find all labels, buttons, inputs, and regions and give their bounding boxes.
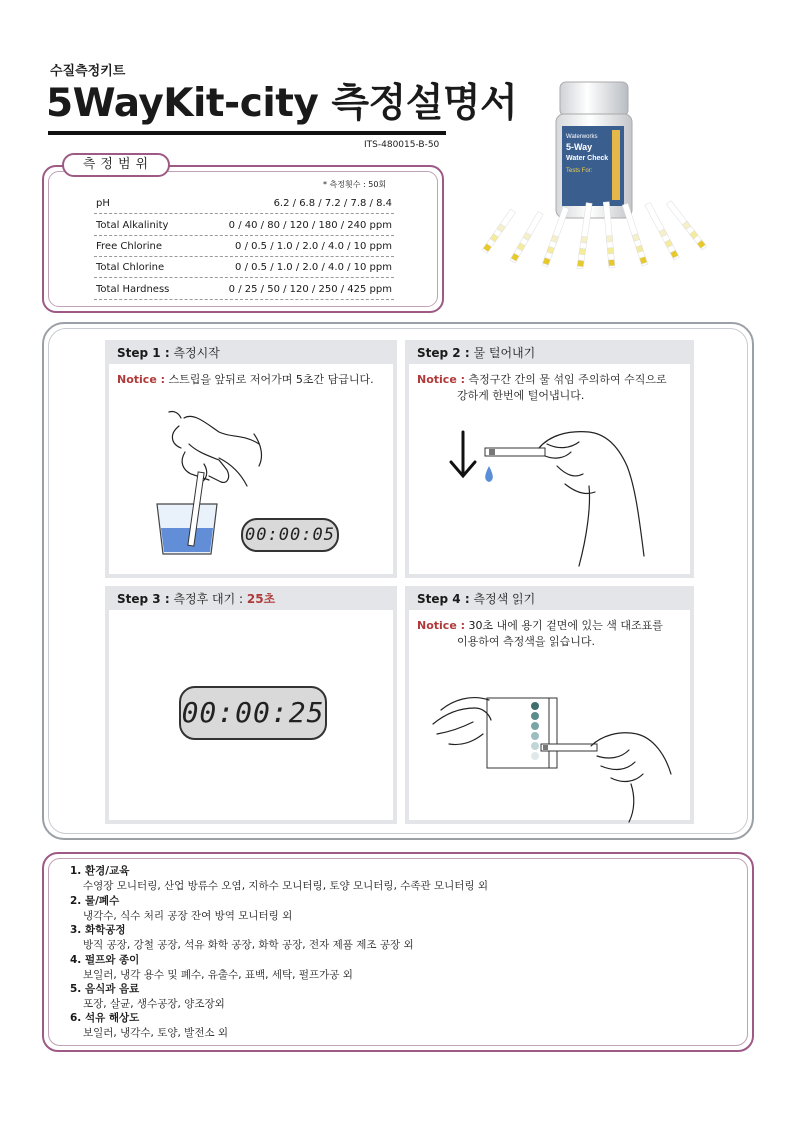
step-2-notice: Notice : 측정구간 간의 물 섞임 주의하여 수직으로 강하게 한번에 털어냅니다. bbox=[417, 373, 667, 402]
use-item: 2. 물/폐수 냉각수, 식수 처리 공장 잔여 방역 모니터링 외 bbox=[70, 895, 293, 922]
step-4-card bbox=[405, 586, 694, 824]
use-item: 3. 화학공정 방직 공장, 강철 공장, 석유 화학 공장, 화학 공장, 전자 제품 제조 공장 외 bbox=[70, 924, 414, 951]
step-3-heading: Step 3 : 측정후 대기 : 25초 bbox=[117, 592, 276, 606]
title-rule bbox=[48, 131, 446, 135]
range-note: * 측정횟수 : 50회 bbox=[323, 180, 387, 189]
range-label: Total Chlorine bbox=[96, 262, 165, 273]
step-2-card bbox=[405, 340, 694, 578]
page-title: 5WayKit-city 측정설명서 bbox=[46, 81, 518, 126]
step-3-timer: 00:00:25 bbox=[179, 686, 327, 740]
product-bottle-image bbox=[462, 80, 732, 305]
range-row-total-hardness bbox=[94, 279, 394, 300]
range-values: 0 / 25 / 50 / 120 / 250 / 425 ppm bbox=[228, 284, 392, 295]
svg-text:Tests For:: Tests For: bbox=[566, 168, 593, 174]
use-item: 5. 음식과 음료 포장, 살균, 생수공장, 양조장외 bbox=[70, 983, 225, 1010]
range-values: 0 / 0.5 / 1.0 / 2.0 / 4.0 / 10 ppm bbox=[235, 262, 392, 273]
subtitle: 수질측정키트 bbox=[50, 64, 126, 79]
step-4-heading: Step 4 : 측정색 읽기 bbox=[417, 592, 536, 606]
step-4-notice: Notice : 30초 내에 용기 겉면에 있는 색 대조표를 이용하여 측정색을 읽습니다. bbox=[417, 619, 663, 648]
svg-text:Waterworks: Waterworks bbox=[566, 134, 598, 140]
step-2-heading: Step 2 : 물 털어내기 bbox=[417, 346, 536, 360]
use-item: 1. 환경/교육 수영장 모니터링, 산업 방류수 오염, 지하수 모니터링, 토양 모니터링, 수족관 모니터링 외 bbox=[70, 865, 489, 892]
range-values: 0 / 0.5 / 1.0 / 2.0 / 4.0 / 10 ppm bbox=[235, 241, 392, 252]
range-label: pH bbox=[96, 198, 110, 209]
range-values: 0 / 40 / 80 / 120 / 180 / 240 ppm bbox=[228, 220, 392, 231]
range-row-free-chlorine bbox=[94, 236, 394, 257]
color-compare-illustration bbox=[431, 664, 681, 824]
document-code: ITS-480015-B-50 bbox=[364, 140, 440, 150]
step-1-notice: Notice : 스트립을 앞뒤로 저어가며 5초간 담급니다. bbox=[117, 373, 374, 386]
range-row-total-chlorine bbox=[94, 257, 394, 278]
range-values: 6.2 / 6.8 / 7.2 / 7.8 / 8.4 bbox=[273, 198, 392, 209]
svg-text:Water Check: Water Check bbox=[566, 155, 609, 162]
range-row-ph bbox=[94, 193, 394, 214]
use-item: 6. 석유 해상도 보일러, 냉각수, 토양, 발전소 외 bbox=[70, 1012, 229, 1039]
range-label: Total Alkalinity bbox=[96, 220, 169, 231]
range-tab: 측정범위 bbox=[62, 153, 170, 177]
step-1-card bbox=[105, 340, 397, 578]
range-row-total-alkalinity bbox=[94, 215, 394, 236]
step-1-heading: Step 1 : 측정시작 bbox=[117, 346, 220, 360]
step-1-timer: 00:00:05 bbox=[241, 518, 339, 552]
range-label: Total Hardness bbox=[96, 284, 170, 295]
step-3-card bbox=[105, 586, 397, 824]
range-label: Free Chlorine bbox=[96, 241, 162, 252]
svg-text:5-Way: 5-Way bbox=[566, 142, 593, 152]
shake-off-illustration bbox=[439, 426, 654, 576]
use-item: 4. 펄프와 종이 보일러, 냉각 용수 및 폐수, 유출수, 표백, 세탁, 펄프가공 외 bbox=[70, 954, 353, 981]
